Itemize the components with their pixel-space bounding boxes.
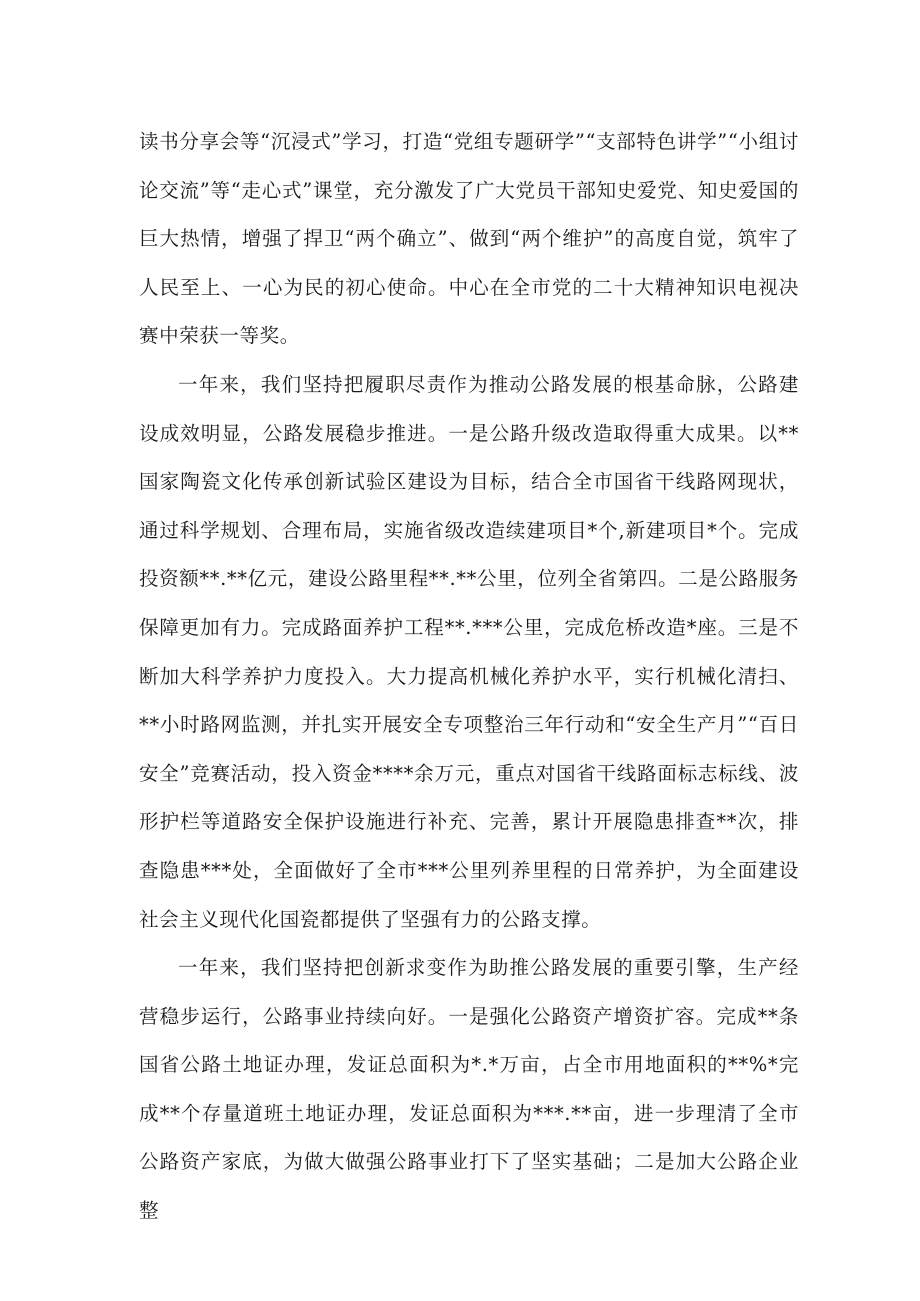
paragraph-innovation: 一年来，我们坚持把创新求变作为助推公路发展的重要引擎，生产经营稳步运行，公路事业持续向好。一是强化公路资产增资扩容。完成**条国省公路土地证办理，发证总面积为*.*万亩，占全市用地面积的**%*完成**个存量道班土地证办理，发证总面积为***.**亩，进一步理清了全市公路资产家底，为做大做强公路事业打下了坚实基础；二是加大公路企业整 — [139, 956, 799, 1223]
paragraph-continuation: 读书分享会等“沉浸式”学习，打造“党组专题研学”“支部特色讲学”“小组讨论交流”等“走心式”课堂，充分激发了广大党员干部知史爱党、知史爱国的巨大热情，增强了捍卫“两个确立”、做到“两个维护”的高度自觉，筑牢了人民至上、一心为民的初心使命。中心在全市党的二十大精神知识电视决赛中荣获一等奖。 — [139, 130, 799, 348]
paragraph-highway-construction: 一年来，我们坚持把履职尽责作为推动公路发展的根基命脉，公路建设成效明显，公路发展稳步推进。一是公路升级改造取得重大成果。以**国家陶瓷文化传承创新试验区建设为目标，结合全市国省干线路网现状，通过科学规划、合理布局，实施省级改造续建项目*个,新建项目*个。完成投资额**.**亿元，建设公路里程**.**公里，位列全省第四。二是公路服务保障更加有力。完成路面养护工程**.***公里，完成危桥改造*座。三是不断加大科学养护力度投入。大力提高机械化养护水平，实行机械化清扫、**小时路网监测，并扎实开展安全专项整治三年行动和“安全生产月”“百日安全”竞赛活动，投入资金****余万元，重点对国省干线路面标志标线、波形护栏等道路安全保护设施进行补充、完善，累计开展隐患排查**次，排查隐患***处，全面做好了全市***公里列养里程的日常养护，为全面建设社会主义现代化国瓷都提供了坚强有力的公路支撑。 — [139, 372, 799, 931]
document-body — [139, 118, 799, 1236]
